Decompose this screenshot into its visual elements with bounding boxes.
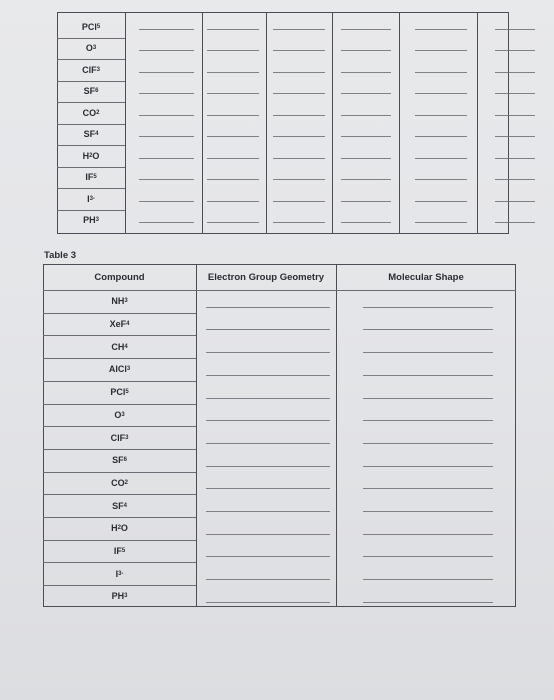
answer-blank [139,179,194,180]
answer-blank [363,579,493,580]
answer-blank [206,352,330,353]
answer-blank [495,136,535,137]
table-3-row-divider [43,335,196,336]
answer-blank [139,115,194,116]
answer-blank [207,179,259,180]
answer-blank [139,93,194,94]
table-3 [43,264,516,607]
answer-blank [139,201,194,202]
table-2-row-divider [57,59,125,60]
answer-blank [341,50,391,51]
answer-blank [341,72,391,73]
table-2-row-divider [57,102,125,103]
answer-blank [341,222,391,223]
table-2-row-divider [57,124,125,125]
table-2-column-divider [202,12,203,234]
answer-blank [206,602,330,603]
table-2-compound: SF 6 [83,86,99,97]
answer-blank [415,222,467,223]
table-3-row-divider [43,426,196,427]
answer-blank [273,201,325,202]
table-2-row-divider [57,188,125,189]
answer-blank [495,72,535,73]
answer-blank [206,420,330,421]
table-3-row-divider [43,381,196,382]
table-3-row-divider [43,517,196,518]
table-3-row-divider [43,472,196,473]
table-3-compound: PH 3 [111,591,128,602]
table-2-column-divider [332,12,333,234]
table-3-compound: NH 3 [111,296,128,307]
answer-blank [206,556,330,557]
answer-blank [273,93,325,94]
table-3-column-divider [336,264,337,607]
table-3-compound: H 2 O [111,523,128,534]
table-3-compound: PCl 5 [110,387,129,398]
table-2-compound: CO 2 [82,107,100,118]
answer-blank [415,72,467,73]
table-3-compound: SF 6 [112,455,127,466]
table-3-compound: I 3- [115,568,124,579]
answer-blank [139,158,194,159]
table-2 [57,12,509,234]
answer-blank [341,201,391,202]
table-2-column-divider [125,12,126,234]
table-2-compound: PCl 5 [81,21,101,32]
answer-blank [415,158,467,159]
table-2-row-divider [57,210,125,211]
answer-blank [415,50,467,51]
table-3-column-divider [196,264,197,607]
answer-blank [273,179,325,180]
answer-blank [139,29,194,30]
answer-blank [206,579,330,580]
answer-blank [363,307,493,308]
answer-blank [206,329,330,330]
answer-blank [341,179,391,180]
answer-blank [363,488,493,489]
answer-blank [207,115,259,116]
answer-blank [363,602,493,603]
answer-blank [363,420,493,421]
answer-blank [139,72,194,73]
answer-blank [415,136,467,137]
table-3-row-divider [43,494,196,495]
answer-blank [363,375,493,376]
answer-blank [206,443,330,444]
answer-blank [207,50,259,51]
answer-blank [495,201,535,202]
answer-blank [206,534,330,535]
answer-blank [495,50,535,51]
answer-blank [139,222,194,223]
answer-blank [363,556,493,557]
table-2-compound: SF 4 [83,129,99,140]
answer-blank [207,136,259,137]
answer-blank [363,443,493,444]
table-3-compound: IF 5 [113,546,126,557]
answer-blank [341,93,391,94]
answer-blank [273,29,325,30]
answer-blank [206,488,330,489]
answer-blank [273,222,325,223]
table-2-compound: O 3 [85,43,97,54]
answer-blank [273,50,325,51]
answer-blank [341,29,391,30]
answer-blank [207,72,259,73]
table-3-row-divider [43,358,196,359]
answer-blank [207,93,259,94]
answer-blank [273,136,325,137]
header-molecular-shape: Molecular Shape [388,271,464,283]
table-2-column-divider [399,12,400,234]
answer-blank [207,158,259,159]
answer-blank [363,352,493,353]
answer-blank [495,115,535,116]
table-2-compound: IF 5 [85,172,97,183]
answer-blank [363,534,493,535]
answer-blank [341,115,391,116]
table-2-compound: H 2 O [82,150,100,161]
answer-blank [273,158,325,159]
table-3-row-divider [43,449,196,450]
table-3-row-divider [43,562,196,563]
answer-blank [207,29,259,30]
answer-blank [206,307,330,308]
answer-blank [363,329,493,330]
answer-blank [415,201,467,202]
answer-blank [273,72,325,73]
answer-blank [495,179,535,180]
answer-blank [495,222,535,223]
table-3-compound: CH 4 [111,341,128,352]
answer-blank [363,398,493,399]
table-3-compound: SF 4 [112,500,127,511]
table-3-compound: CO 2 [111,477,128,488]
table-2-compound: I 3- [87,193,95,204]
answer-blank [415,179,467,180]
table-3-compound: AlCl 3 [108,364,131,375]
table-2-row-divider [57,167,125,168]
answer-blank [206,398,330,399]
answer-blank [495,158,535,159]
answer-blank [139,136,194,137]
table-2-column-divider [266,12,267,234]
answer-blank [363,466,493,467]
table-2-row-divider [57,145,125,146]
answer-blank [207,222,259,223]
table-2-compound: ClF 3 [82,64,100,75]
answer-blank [415,115,467,116]
answer-blank [206,466,330,467]
answer-blank [363,511,493,512]
table-2-row-divider [57,38,125,39]
answer-blank [273,115,325,116]
answer-blank [206,511,330,512]
answer-blank [495,93,535,94]
table-3-row-divider [43,313,196,314]
answer-blank [415,29,467,30]
answer-blank [495,29,535,30]
answer-blank [139,50,194,51]
table-3-compound: ClF 3 [110,432,129,443]
answer-blank [207,201,259,202]
table-3-row-divider [43,585,196,586]
table-3-compound: XeF 4 [109,319,130,330]
answer-blank [341,158,391,159]
table-3-row-divider [43,404,196,405]
answer-blank [206,375,330,376]
table-2-row-divider [57,81,125,82]
answer-blank [341,136,391,137]
header-compound: Compound [94,271,145,283]
header-electron-group-geometry: Electron Group Geometry [207,271,325,283]
table-3-compound: O 3 [114,409,125,420]
table-2-compound: PH 3 [83,215,99,226]
answer-blank [415,93,467,94]
table-2-column-divider [477,12,478,234]
table-3-row-divider [43,540,196,541]
table-3-caption: Table 3 [44,250,77,261]
